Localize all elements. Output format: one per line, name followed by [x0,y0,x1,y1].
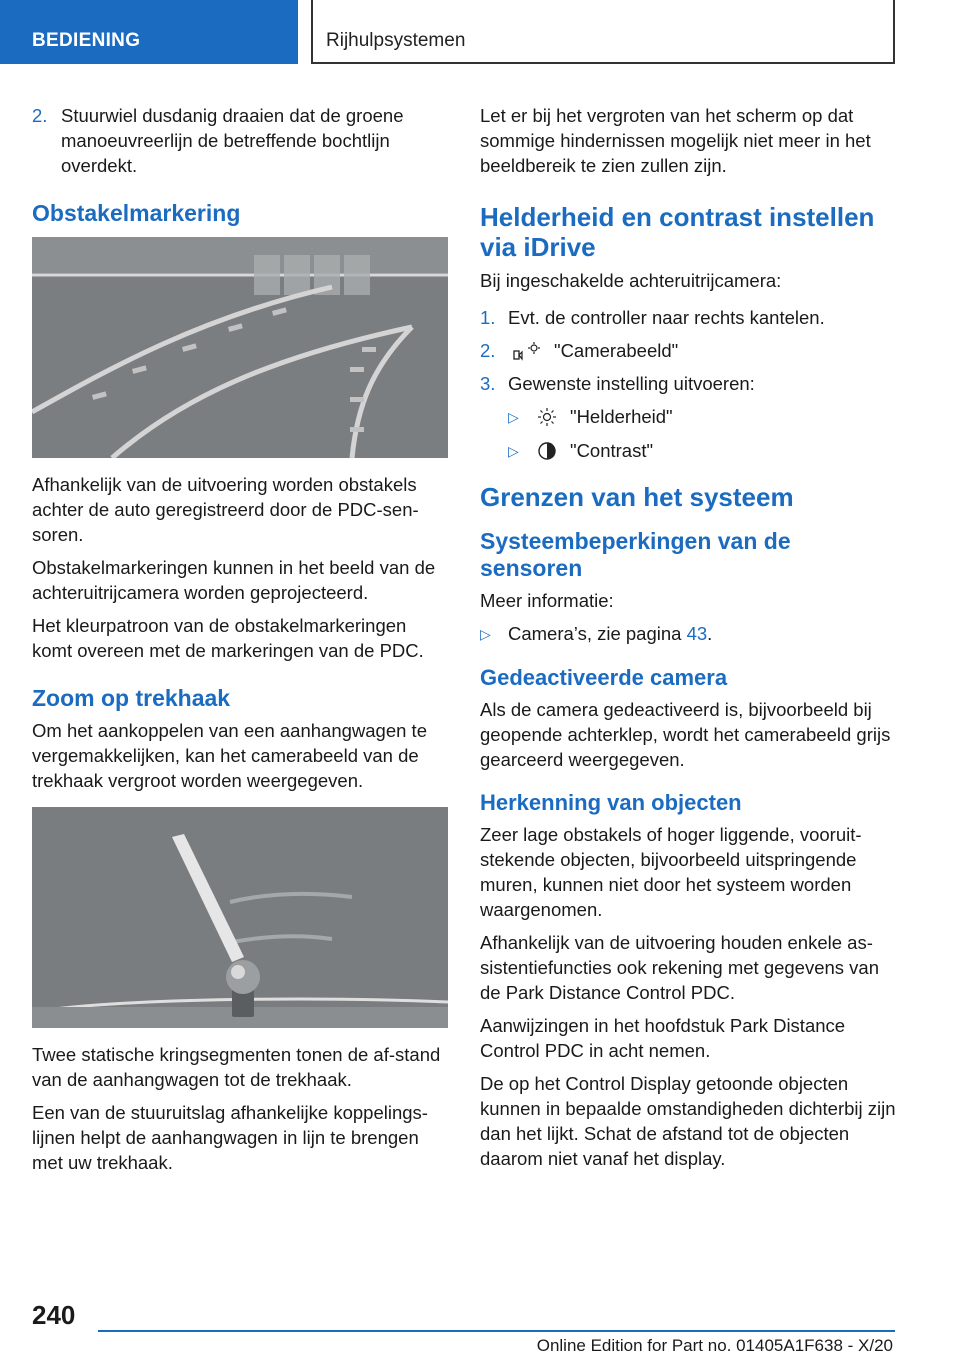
bullet-helderheid-text: "Helderheid" [570,406,673,427]
obstacle-marking-illustration [32,237,448,458]
page-43-link[interactable]: 43 [686,623,708,644]
step-2-number: 2. [32,105,48,126]
tow-hook-illustration [32,807,448,1028]
bullet-cameras-text: Camera’s, zie pagina [508,623,687,644]
herkenning-paragraph-4: De op het Control Display getoonde objecten kunnen in bepaalde omstandigheden dichterbij zijn dan het lijkt. Schat de afstand tot de objecten daarom niet vanaf het display. [480,1073,896,1169]
footer-divider [98,1330,895,1332]
step-1-text: Evt. de controller naar rechts kantelen. [508,307,825,328]
step-3-text: Gewenste instelling uitvoeren: [508,373,755,394]
step-1-item [480,305,896,330]
right-column [480,103,896,1179]
zoom-paragraph-2: Twee statische kringsegmenten tonen de af-stand van de aanhangwagen tot de trekhaak. [32,1044,441,1090]
heading-obstakelmarkering: Obstakelmarkering [32,200,241,226]
step-1-number: 1. [480,307,496,328]
obstacle-marking-figure [32,237,448,458]
footer-edition: Online Edition for Part no. 01405A1F638 - X/20 [536,1336,893,1355]
contrast-icon [536,441,558,461]
step-3-number: 3. [480,373,496,394]
step-2-text: Stuurwiel dusdanig draaien dat de groene manoeuvreerlijn de betreffende bochtlijn overdekt. [61,105,404,176]
header-section-tab [0,0,298,64]
zoom-paragraph-1: Om het aankoppelen van een aanhangwagen te vergemakkelijken, kan het camerabeeld van de trekhaak vergroot worden weergegeven. [32,720,427,791]
bullet-cameras [480,621,896,647]
bullet-contrast [508,438,896,464]
zoom-paragraph-3: Een van de stuuruitslag afhankelijke koppelings-lijnen helpt de aanhangwagen in lijn te brengen met uw trekhaak. [32,1102,428,1173]
bullet-marker: ▷ [508,409,519,425]
heading-grenzen: Grenzen van het systeem [480,482,794,512]
bullet-cameras-end: . [707,623,713,644]
left-column [32,103,448,1183]
step-3-item [480,371,896,396]
obstakel-paragraph-3: Het kleurpatroon van de obstakelmarkeringen komt overeen met de markeringen van de PDC. [32,615,424,661]
brightness-icon [536,407,558,427]
camera-settings-icon [508,341,542,361]
bullet-marker: ▷ [508,443,519,459]
herkenning-paragraph-2: Afhankelijk van de uitvoering houden enkele as-sistentiefuncties ook rekening met gegevens van de Park Distance Control PDC. [480,932,880,1003]
step-2-item [32,103,448,178]
gedeactiveerde-paragraph: Als de camera gedeactiveerd is, bijvoorbeeld bij geopende achterklep, wordt het camerabeeld grijs gearceerd weergegeven. [480,699,891,770]
header-chapter-box [311,0,895,64]
bij-paragraph: Bij ingeschakelde achteruitrijcamera: [480,270,782,291]
herkenning-paragraph-1: Zeer lage obstakels of hoger liggende, vooruit-stekende objecten, bijvoorbeeld uitspringende muren, kunnen niet door het systeem worden waargenomen. [480,824,862,920]
heading-gedeactiveerde-camera: Gedeactiveerde camera [480,665,728,690]
bullet-contrast-text: "Contrast" [570,440,654,461]
step-2-right-text: "Camerabeeld" [554,340,679,361]
meer-informatie: Meer informatie: [480,590,614,611]
page-number: 240 [32,1300,76,1330]
step-2-right-number: 2. [480,340,496,361]
heading-zoom-trekhaak: Zoom op trekhaak [32,685,231,711]
bullet-helderheid [508,404,896,430]
heading-herkenning-objecten: Herkenning van objecten [480,790,742,815]
intro-paragraph: Let er bij het vergroten van het scherm op dat sommige hindernissen mogelijk niet meer in het beeldbereik te zien zullen zijn. [480,105,871,176]
step-2-right-item [480,338,896,363]
herkenning-paragraph-3: Aanwijzingen in het hoofdstuk Park Distance Control PDC in acht nemen. [480,1015,846,1061]
heading-systeembeperkingen: Systeembeperkingen van de sensoren [480,528,791,581]
obstakel-paragraph-2: Obstakelmarkeringen kunnen in het beeld van de achteruitrijcamera worden geprojecteerd. [32,557,436,603]
heading-helderheid-contrast: Helderheid en contrast instellen via iDrive [480,202,875,262]
tow-hook-zoom-figure [32,807,448,1028]
header-section-label: BEDIENING [32,30,141,51]
header-chapter-label: Rijhulpsystemen [326,30,466,51]
bullet-marker: ▷ [480,626,491,642]
obstakel-paragraph-1: Afhankelijk van de uitvoering worden obstakels achter de auto geregistreerd door de PDC-sen-soren. [32,474,419,545]
